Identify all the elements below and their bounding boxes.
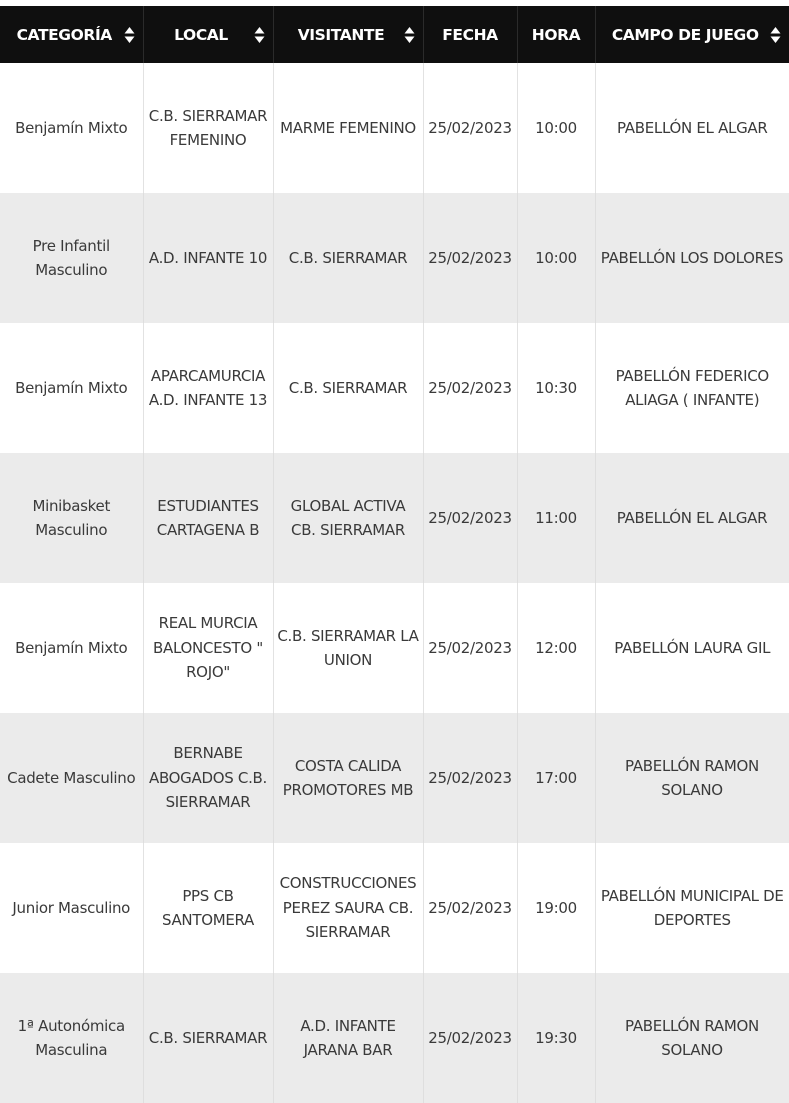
table-header xyxy=(0,6,789,63)
column-header-label: CAMPO DE JUEGO xyxy=(611,25,759,44)
cell-fecha: 25/02/2023 xyxy=(423,453,517,583)
cell-fecha: 25/02/2023 xyxy=(423,583,517,713)
cell-campo: PABELLÓN RAMON SOLANO xyxy=(595,973,789,1103)
cell-campo: PABELLÓN RAMON SOLANO xyxy=(595,713,789,843)
header-row xyxy=(0,6,789,63)
table-row xyxy=(0,583,789,713)
cell-hora: 17:00 xyxy=(517,713,595,843)
table-row xyxy=(0,453,789,583)
cell-hora: 10:00 xyxy=(517,193,595,323)
cell-campo: PABELLÓN MUNICIPAL DE DEPORTES xyxy=(600,886,784,929)
cell-visitante: C.B. SIERRAMAR xyxy=(273,193,423,323)
cell-visitante: A.D. INFANTE JARANA BAR xyxy=(273,973,423,1103)
sort-arrows-icon xyxy=(124,26,135,44)
cell-hora: 19:00 xyxy=(517,843,595,973)
table-row xyxy=(0,323,789,453)
cell-local: A.D. INFANTE 10 xyxy=(143,193,273,323)
cell-local: BERNABE ABOGADOS C.B. SIERRAMAR xyxy=(143,713,273,843)
column-header-label: FECHA xyxy=(442,25,498,44)
cell-local: APARCAMURCIA A.D. INFANTE 13 xyxy=(143,323,273,453)
cell-categoria: Junior Masculino xyxy=(0,843,143,973)
column-header-categoria[interactable] xyxy=(0,6,143,63)
cell-hora: 10:30 xyxy=(517,323,595,453)
cell-fecha: 25/02/2023 xyxy=(423,323,517,453)
cell-hora: 12:00 xyxy=(517,583,595,713)
cell-visitante: CONSTRUCCIONES PEREZ SAURA CB. SIERRAMAR xyxy=(273,843,423,973)
cell-local: PPS CB SANTOMERA xyxy=(143,843,273,973)
cell-visitante: MARME FEMENINO xyxy=(273,63,423,193)
sort-arrows-icon xyxy=(770,26,781,44)
column-header-label: LOCAL xyxy=(174,25,228,44)
column-header-visitante[interactable] xyxy=(273,6,423,63)
column-header-label: VISITANTE xyxy=(297,25,385,44)
cell-categoria: Cadete Masculino xyxy=(0,713,143,843)
cell-fecha: 25/02/2023 xyxy=(423,973,517,1103)
column-header-fecha xyxy=(423,6,517,63)
cell-campo: PABELLÓN LAURA GIL xyxy=(614,638,771,657)
column-header-label: HORA xyxy=(531,25,581,44)
cell-local: C.B. SIERRAMAR xyxy=(143,973,273,1103)
cell-campo: PABELLÓN FEDERICO ALIAGA ( INFANTE) xyxy=(615,366,769,409)
sort-arrows-icon xyxy=(254,26,265,44)
column-header-label: CATEGORÍA xyxy=(16,25,112,44)
schedule-table xyxy=(0,6,789,1103)
cell-fecha: 25/02/2023 xyxy=(423,193,517,323)
cell-categoria: Benjamín Mixto xyxy=(0,323,143,453)
table-body xyxy=(0,63,789,1103)
cell-local: C.B. SIERRAMAR FEMENINO xyxy=(143,63,273,193)
cell-categoria: Benjamín Mixto xyxy=(0,583,143,713)
column-header-hora xyxy=(517,6,595,63)
cell-hora: 11:00 xyxy=(517,453,595,583)
cell-visitante: COSTA CALIDA PROMOTORES MB xyxy=(273,713,423,843)
cell-fecha: 25/02/2023 xyxy=(423,63,517,193)
column-header-campo[interactable] xyxy=(595,6,789,63)
cell-fecha: 25/02/2023 xyxy=(423,843,517,973)
cell-categoria: Pre Infantil Masculino xyxy=(0,193,143,323)
sort-arrows-icon xyxy=(404,26,415,44)
column-header-local[interactable] xyxy=(143,6,273,63)
cell-hora: 10:00 xyxy=(517,63,595,193)
cell-categoria: Minibasket Masculino xyxy=(0,453,143,583)
table-row xyxy=(0,843,789,973)
cell-visitante: C.B. SIERRAMAR xyxy=(273,323,423,453)
cell-campo: PABELLÓN EL ALGAR xyxy=(616,118,768,137)
table-row xyxy=(0,973,789,1103)
cell-visitante: C.B. SIERRAMAR LA UNION xyxy=(273,583,423,713)
table-row xyxy=(0,713,789,843)
cell-campo: PABELLÓN EL ALGAR xyxy=(595,453,789,583)
table-row xyxy=(0,193,789,323)
cell-fecha: 25/02/2023 xyxy=(423,713,517,843)
cell-local: REAL MURCIA BALONCESTO " ROJO" xyxy=(143,583,273,713)
cell-categoria: Benjamín Mixto xyxy=(0,63,143,193)
cell-local: ESTUDIANTES CARTAGENA B xyxy=(143,453,273,583)
cell-hora: 19:30 xyxy=(517,973,595,1103)
cell-visitante: GLOBAL ACTIVA CB. SIERRAMAR xyxy=(273,453,423,583)
table-row xyxy=(0,63,789,193)
cell-campo: PABELLÓN LOS DOLORES xyxy=(595,193,789,323)
cell-categoria: 1ª Autonómica Masculina xyxy=(0,973,143,1103)
